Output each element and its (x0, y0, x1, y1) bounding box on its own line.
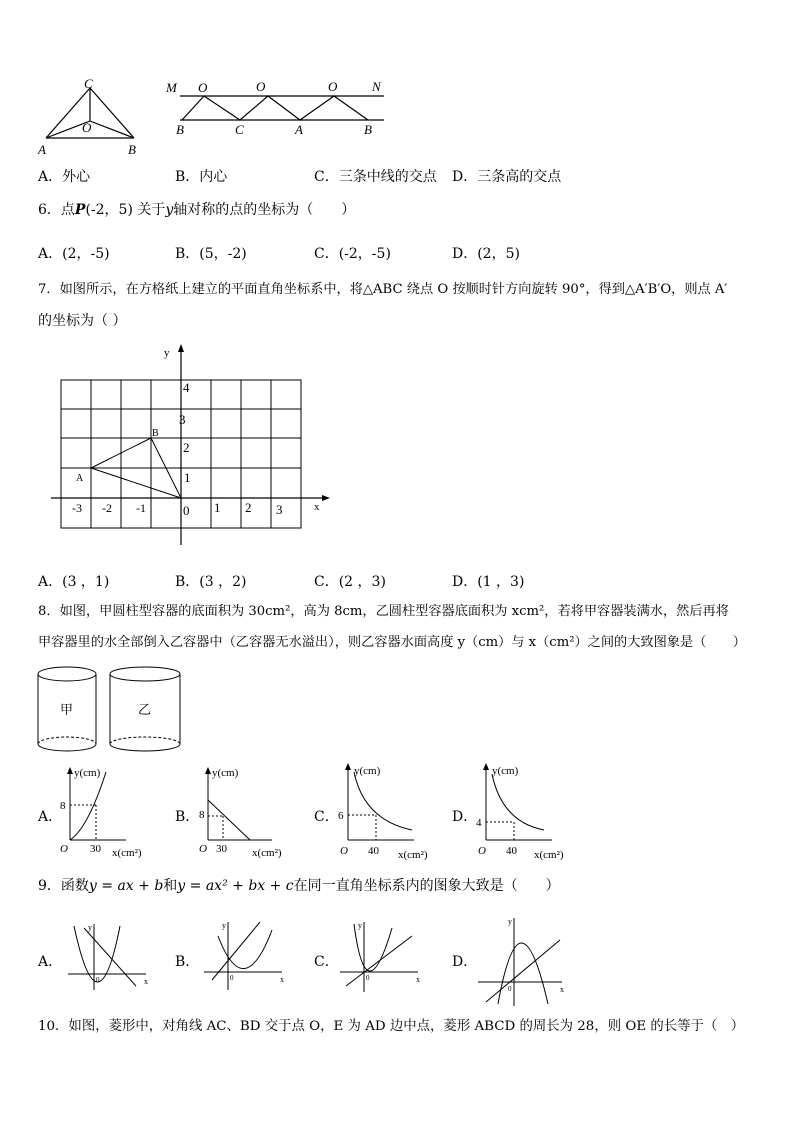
axis-x: x (416, 975, 420, 984)
xlabel: x(cm²) (398, 849, 428, 861)
triangle-figure (34, 74, 144, 160)
q7-option-c[interactable]: C．(2 ，3) (314, 574, 386, 590)
q7-xtick-0: 0 (183, 503, 190, 518)
q7-point-a: A (76, 473, 84, 484)
label-m: M (166, 80, 177, 95)
ylabel: y(cm) (212, 767, 239, 779)
axis-y: y (222, 921, 226, 930)
xtick: 30 (90, 843, 101, 855)
q7-ytick-4: 4 (183, 380, 190, 395)
q7-ytick-1: 1 (184, 470, 191, 485)
cylinder-yi (108, 664, 184, 756)
label-a: A (38, 142, 46, 157)
zigzag-figure (162, 74, 392, 144)
q9-quadratic-function: y = ax² + bx + c (177, 878, 294, 894)
label-b2: B (364, 122, 372, 137)
q7-axis-x: x (314, 501, 320, 513)
q8-option-a[interactable]: A． (38, 809, 63, 825)
xtick: 30 (216, 843, 227, 855)
axis-y: y (358, 921, 362, 930)
origin: O (60, 843, 68, 855)
q5-option-d[interactable]: D．三条高的交点 (452, 169, 562, 185)
xlabel: x(cm²) (112, 847, 142, 859)
q7-axis-y: y (164, 347, 170, 359)
q8-line1: 8．如图，甲圆柱型容器的底面积为 30cm²，高为 8cm，乙圆柱型容器底面积为 xcm²，若将甲容器装满水，然后再将 (38, 604, 729, 619)
xtick: 40 (368, 845, 379, 857)
origin: 0 (230, 974, 234, 982)
q9-graph-a[interactable] (64, 918, 154, 994)
label-o2: O (256, 79, 266, 94)
q7-grid-graph (46, 340, 336, 550)
q7-option-d[interactable]: D．(1 ，3) (452, 574, 525, 590)
q5-option-c[interactable]: C．三条中线的交点 (314, 169, 437, 185)
q6-option-c[interactable]: C．(-2，-5) (314, 246, 391, 262)
q9-suffix: 在同一直角坐标系内的图象大致是（ ） (293, 878, 560, 894)
ytick: 4 (476, 817, 482, 829)
q6-point: P (74, 202, 86, 218)
label-c: C (235, 122, 244, 137)
xlabel: x(cm²) (534, 849, 564, 861)
q7-option-b[interactable]: B．(3 ，2) (175, 574, 247, 590)
origin: 0 (366, 974, 370, 982)
q6-suffix: 轴对称的点的坐标为（ ） (173, 202, 356, 218)
label-a: A (295, 122, 303, 137)
q6-option-a[interactable]: A．(2，-5) (38, 246, 110, 262)
q8-line2: 甲容器里的水全部倒入乙容器中（乙容器无水溢出），则乙容器水面高度 y（cm）与 x（cm²）之间的大致图象是（ ） (38, 635, 746, 650)
axis-x: x (560, 985, 564, 994)
ytick: 6 (338, 810, 344, 822)
q6-rest: (-2，5) 关于 (85, 202, 166, 218)
q6-prefix: 6．点 (38, 202, 75, 218)
label-o1: O (198, 80, 208, 95)
q7-line1: 7．如图所示，在方格纸上建立的平面直角坐标系中，将△ABC 绕点 O 按顺时针方向旋转 90°，得到△A′B′O，则点 A′ (38, 282, 728, 297)
label-n: N (372, 79, 381, 94)
q5-option-a[interactable]: A．外心 (38, 169, 91, 185)
axis-x: x (280, 975, 284, 984)
cylinder-jia (36, 664, 100, 756)
origin: O (340, 845, 348, 857)
q7-line2: 的坐标为（ ） (38, 313, 127, 329)
q6-axis: y (165, 202, 174, 218)
q7-xtick-3: 3 (276, 502, 283, 517)
q7-xtick-2: 2 (245, 500, 252, 515)
q6-stem (38, 200, 355, 220)
q7-option-a[interactable]: A．(3 ，1) (38, 574, 110, 590)
q7-ytick-2: 2 (183, 440, 190, 455)
q9-linear-function: y = ax + b (88, 878, 164, 894)
q8-graph-c[interactable] (334, 760, 444, 864)
ylabel: y(cm) (492, 765, 519, 777)
axis-y: y (508, 917, 512, 926)
q9-option-a[interactable]: A． (38, 954, 63, 970)
label-b1: B (176, 122, 184, 137)
axis-y: y (88, 923, 92, 932)
ytick: 8 (60, 800, 66, 812)
q5-option-b[interactable]: B．内心 (175, 169, 228, 185)
q7-xtick-m1: -1 (136, 501, 146, 515)
q7-point-b: B (152, 428, 159, 439)
label-o: O (82, 120, 92, 135)
q8-graph-b[interactable] (196, 762, 296, 862)
q10-stem: 10．如图，菱形中，对角线 AC、BD 交于点 O，E 为 AD 边中点，菱形 ABCD 的周长为 28，则 OE 的长等于（ ） (38, 1019, 745, 1034)
q8-option-c[interactable]: C． (314, 809, 339, 825)
label-o3: O (328, 79, 338, 94)
origin: O (478, 845, 486, 857)
q7-xtick-1: 1 (214, 500, 221, 515)
q6-option-b[interactable]: B．(5，-2) (175, 246, 247, 262)
label-c: C (84, 76, 93, 91)
q8-graph-d[interactable] (472, 760, 582, 864)
origin: 0 (96, 976, 100, 984)
origin: 0 (508, 985, 512, 993)
axis-x: x (144, 977, 148, 986)
q9-prefix: 9．函数 (38, 878, 89, 894)
q8-option-d[interactable]: D． (452, 809, 478, 825)
q8-option-b[interactable]: B． (175, 809, 200, 825)
cylinder-yi-label: 乙 (138, 702, 152, 717)
origin: O (199, 843, 207, 855)
ylabel: y(cm) (74, 767, 101, 779)
q7-ytick-3: 3 (179, 412, 186, 427)
q9-graph-b[interactable] (200, 916, 290, 994)
q7-xtick-m3: -3 (72, 501, 82, 515)
q9-graph-d[interactable] (474, 912, 568, 1008)
q6-option-d[interactable]: D．(2，5) (452, 246, 520, 262)
q8-graph-a[interactable] (56, 762, 152, 862)
q9-and: 和 (163, 878, 178, 894)
q9-option-d[interactable]: D． (452, 954, 478, 970)
q9-stem (38, 876, 560, 896)
xlabel: x(cm²) (252, 847, 282, 859)
q7-xtick-m2: -2 (102, 501, 112, 515)
cylinder-jia-label: 甲 (60, 702, 74, 717)
q9-graph-c[interactable] (336, 916, 426, 996)
label-b: B (128, 142, 136, 157)
xtick: 40 (506, 845, 517, 857)
q9-option-b[interactable]: B． (175, 954, 200, 970)
ylabel: y(cm) (354, 765, 381, 777)
ytick: 8 (199, 809, 205, 821)
q9-option-c[interactable]: C． (314, 954, 339, 970)
